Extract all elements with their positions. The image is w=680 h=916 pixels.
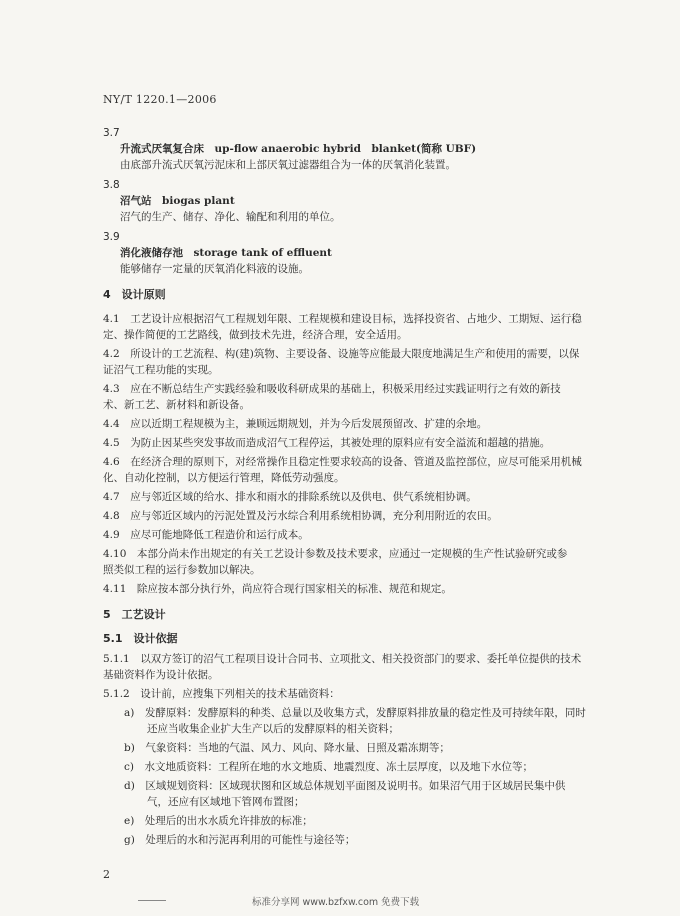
text-line: 4.8 应与邻近区域内的污泥处置及污水综合利用系统相协调，充分利用附近的农田。 xyxy=(103,510,498,522)
page-number: 2 xyxy=(103,868,110,881)
text-line: 4.9 应尽可能地降低工程造价和运行成本。 xyxy=(103,529,309,541)
text-line: 4.5 为防止因某些突发事故而造成沼气工程停运，其被处理的原料应有安全溢流和超越的措施。 xyxy=(103,437,551,449)
text-line: e) 处理后的出水水质允许排放的标准； xyxy=(124,815,313,827)
text-line: 3.9 xyxy=(103,231,120,243)
text-line: 5 工艺设计 xyxy=(103,608,166,621)
text-line: 基础资料作为设计依据。 xyxy=(103,669,219,681)
text-line: 4.4 应以近期工程规模为主，兼顾远期规划，并为今后发展预留改、扩建的余地。 xyxy=(103,418,488,430)
text-line: 5.1.1 以双方签订的沼气工程项目设计合同书、立项批文、相关投资部门的要求、委托单位提供的技术 xyxy=(103,653,582,665)
standard-code-header: NY/T 1220.1—2006 xyxy=(103,93,217,106)
text-line: 照类似工程的运行参数加以解决。 xyxy=(103,564,261,576)
text-line: 4.7 应与邻近区域的给水、排水和雨水的排除系统以及供电、供气系统相协调。 xyxy=(103,491,477,503)
text-line: 化、自动化控制，以方便运行管理，降低劳动强度。 xyxy=(103,472,345,484)
text-line: 4.6 在经济合理的原则下，对经常操作且稳定性要求较高的设备、管道及监控部位，应尽可能采用机械 xyxy=(103,456,582,468)
text-line: 4.11 除应按本部分执行外，尚应符合现行国家相关的标准、规范和规定。 xyxy=(103,583,452,595)
text-line: 升流式厌氧复合床 up-flow anaerobic hybrid blanket(简称 UBF) xyxy=(120,143,477,155)
text-line: 4 设计原则 xyxy=(103,288,166,301)
text-line: 沼气的生产、储存、净化、输配和利用的单位。 xyxy=(120,211,341,223)
text-line: g) 处理后的水和污泥再利用的可能性与途径等； xyxy=(124,834,356,846)
text-line: d) 区域规划资料：区域现状图和区域总体规划平面图及说明书。如果沼气用于区域居民集中供 xyxy=(124,780,566,792)
text-line: 由底部升流式厌氧污泥床和上部厌氧过滤器组合为一体的厌氧消化装置。 xyxy=(120,159,456,171)
footer-watermark-text: 标准分享网 www.bzfxw.com 免费下载 xyxy=(252,897,420,908)
text-line: 4.1 工艺设计应根据沼气工程规划年限、工程规模和建设目标，选择投资省、占地少、工期短、运行稳 xyxy=(103,313,582,325)
footer-rule xyxy=(138,900,166,909)
text-line: 4.3 应在不断总结生产实践经验和吸收科研成果的基础上，积极采用经过实践证明行之有效的新技 xyxy=(103,383,561,395)
text-line: 沼气站 biogas plant xyxy=(120,195,235,207)
text-line: 能够储存一定量的厌氧消化料液的设施。 xyxy=(120,263,309,275)
text-line: 还应当收集企业扩大生产以后的发酵原料的相关资料； xyxy=(147,723,399,735)
text-line: 证沼气工程功能的实现。 xyxy=(103,364,219,376)
text-line: 5.1.2 设计前，应搜集下列相关的技术基础资料： xyxy=(103,688,340,700)
text-line: b) 气象资料：当地的气温、风力、风向、降水量、日照及霜冻期等； xyxy=(124,742,450,754)
text-line: a) 发酵原料：发酵原料的种类、总量以及收集方式，发酵原料排放量的稳定性及可持续年限，同时 xyxy=(124,707,586,719)
text-line: c) 水文地质资料：工程所在地的水文地质、地震烈度、冻土层厚度，以及地下水位等； xyxy=(124,761,533,773)
text-line: 5.1 设计依据 xyxy=(103,632,178,645)
text-line: 4.10 本部分尚未作出规定的有关工艺设计参数及技术要求，应通过一定规模的生产性试验研究或参 xyxy=(103,548,568,560)
text-line: 3.7 xyxy=(103,127,120,139)
text-line: 气，还应有区域地下管网布置图； xyxy=(147,796,305,808)
text-line: 术、新工艺、新材料和新设备。 xyxy=(103,399,250,411)
text-line: 3.8 xyxy=(103,179,120,191)
text-line: 消化液储存池 storage tank of effluent xyxy=(120,247,332,259)
text-line: 4.2 所设计的工艺流程、构(建)筑物、主要设备、设施等应能最大限度地满足生产和使用的需要，以保 xyxy=(103,348,580,360)
text-line: 定、操作简便的工艺路线，做到技术先进，经济合理，安全适用。 xyxy=(103,329,408,341)
